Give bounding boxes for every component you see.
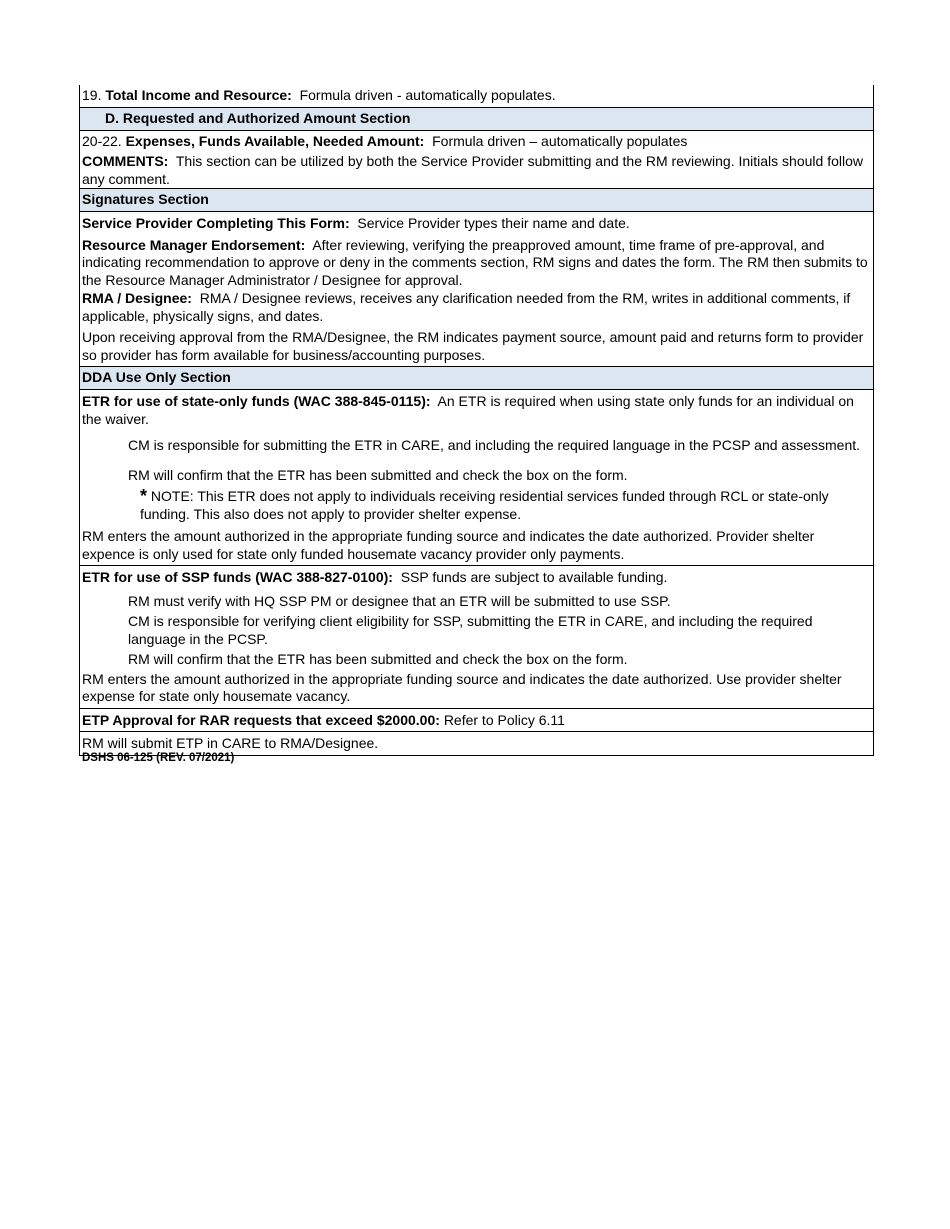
signatures-section-body: [80, 212, 873, 367]
etp-text: Refer to Policy 6.11: [443, 711, 565, 728]
upon-approval-paragraph: Upon receiving approval from the RMA/Designee, the RM indicates payment source, amount paid and returns form to provider so provider has form available for business/accounting purposes.: [82, 329, 864, 363]
rm-endorsement-paragraph: Resource Manager Endorsement: After reviewing, verifying the preapproved amount, time frame of pre-approval, and indicating recommendation to approve or deny in the comments section, RM signs and dates the form. The RM then submits to the Resource Manager Administrator / Designee for approval.: [82, 236, 868, 288]
section-d-body: [80, 131, 873, 190]
item-text: Formula driven - automatically populates.: [299, 87, 556, 103]
section-d-header: D. Requested and Authorized Amount Section: [80, 108, 873, 131]
item-number: 19.: [82, 87, 102, 103]
comments-paragraph: COMMENTS: This section can be utilized by both the Service Provider submitting and the RM reviewing. Initials should follow any comment.: [82, 153, 863, 187]
service-provider-paragraph: Service Provider Completing This Form: Service Provider types their name and date.: [82, 215, 630, 231]
item-20-22: 20-22. Expenses, Funds Available, Needed Amount: Formula driven – automatically populates: [82, 132, 688, 149]
etr-ssp-intro: ETR for use of SSP funds (WAC 388-827-0100): SSP funds are subject to available funding.: [82, 569, 668, 585]
etr-ssp-enter: RM enters the amount authorized in the appropriate funding source and indicates the date authorized. Use provider shelter expense for state only housemate vacancy.: [82, 670, 842, 704]
etr-state-only-block: [80, 390, 873, 566]
form-number-footer: DSHS 06-125 (REV. 07/2021): [82, 752, 235, 764]
asterisk-mark: *: [140, 486, 148, 506]
signatures-section-header: Signatures Section: [80, 189, 873, 212]
etr-ssp-rm-verify: RM must verify with HQ SSP PM or designee that an ETR will be submitted to use SSP.: [128, 592, 671, 609]
item-label: Total Income and Resource:: [105, 87, 292, 103]
etp-approval-row: [80, 709, 873, 733]
etp-label: ETP Approval for RAR requests that exceed $2000.00:: [82, 711, 440, 728]
item-19-row: [80, 85, 873, 108]
etr-state-enter: RM enters the amount authorized in the appropriate funding source and indicates the date authorized. Provider shelter expence is only used for state only funded housemate vacancy provider only payments.: [82, 528, 815, 562]
etr-state-rm: RM will confirm that the ETR has been submitted and check the box on the form.: [128, 466, 628, 483]
etr-state-cm: CM is responsible for submitting the ETR in CARE, and including the required language in the PCSP and assessment.: [128, 437, 861, 453]
etr-ssp-block: [80, 566, 873, 709]
instructions-form: [79, 85, 874, 756]
rma-designee-paragraph: RMA / Designee: RMA / Designee reviews, receives any clarification needed from the RM, writes in additional comments, if applicable, physically signs, and dates.: [82, 290, 851, 324]
etp-submit-text: RM will submit ETP in CARE to RMA/Designee.: [82, 735, 379, 751]
etr-state-intro: ETR for use of state-only funds (WAC 388-845-0115): An ETR is required when using state only funds for an individual on the waiver.: [82, 393, 854, 427]
etr-state-note: * NOTE: This ETR does not apply to individuals receiving residential services funded through RCL or state-only funding. This also does not apply to provider shelter expense.: [140, 486, 829, 522]
dda-section-header: DDA Use Only Section: [80, 367, 873, 390]
etr-ssp-cm: CM is responsible for verifying client eligibility for SSP, submitting the ETR in CARE, and including the required language in the PCSP.: [128, 613, 813, 647]
etr-ssp-rm: RM will confirm that the ETR has been submitted and check the box on the form.: [128, 651, 628, 667]
